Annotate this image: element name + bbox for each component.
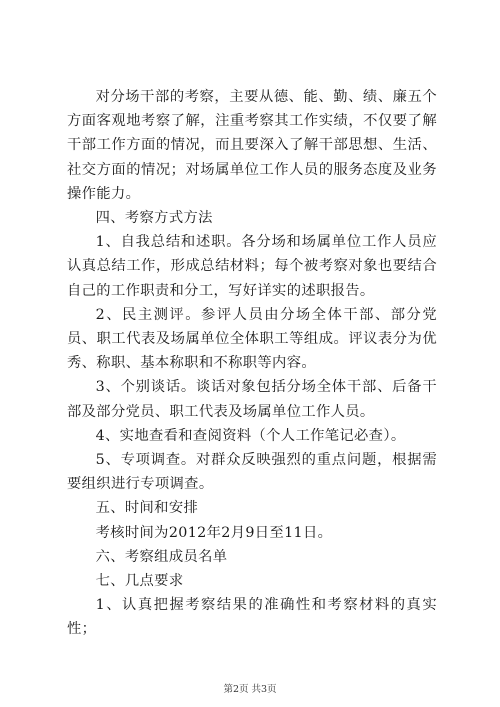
paragraph-method-3: 3、个别谈话。谈话对象包括分场全体干部、后备干部及部分党员、职工代表及场属单位工作人员。 bbox=[67, 379, 437, 420]
paragraph-method-4: 4、实地查看和查阅资料（个人工作笔记必查）。 bbox=[95, 427, 406, 444]
heading-schedule: 五、时间和安排 bbox=[95, 500, 199, 517]
paragraph-scope: 对分场干部的考察，主要从德、能、勤、绩、廉五个方面客观地考察了解，注重考察其工作实绩，不仅要了解干部工作方面的情况，而且要深入了解干部思想、生活、社交方面的情况；对场属单位工作人员的服务态度及业务操作能力。 bbox=[67, 89, 437, 202]
heading-requirements: 七、几点要求 bbox=[95, 573, 184, 590]
page-footer bbox=[0, 684, 500, 696]
page-number: 第2页 共3页 bbox=[223, 684, 277, 695]
paragraph-schedule: 考核时间为2012年2月9日至11日。 bbox=[95, 524, 333, 541]
document-body bbox=[67, 85, 437, 642]
heading-methods: 四、考察方式方法 bbox=[95, 210, 213, 227]
paragraph-requirement-1: 1、认真把握考察结果的准确性和考察材料的真实性； bbox=[67, 597, 437, 638]
paragraph-method-5: 5、专项调查。对群众反映强烈的重点问题，根据需要组织进行专项调查。 bbox=[67, 452, 437, 493]
paragraph-method-2: 2、民主测评。参评人员由分场全体干部、部分党员、职工代表及场属单位全体职工等组成。评议表分为优秀、称职、基本称职和不称职等内容。 bbox=[67, 306, 437, 372]
paragraph-method-1: 1、自我总结和述职。各分场和场属单位工作人员应认真总结工作，形成总结材料；每个被考察对象也要结合自己的工作职责和分工，写好详实的述职报告。 bbox=[67, 234, 437, 299]
heading-members: 六、考察组成员名单 bbox=[95, 548, 228, 565]
